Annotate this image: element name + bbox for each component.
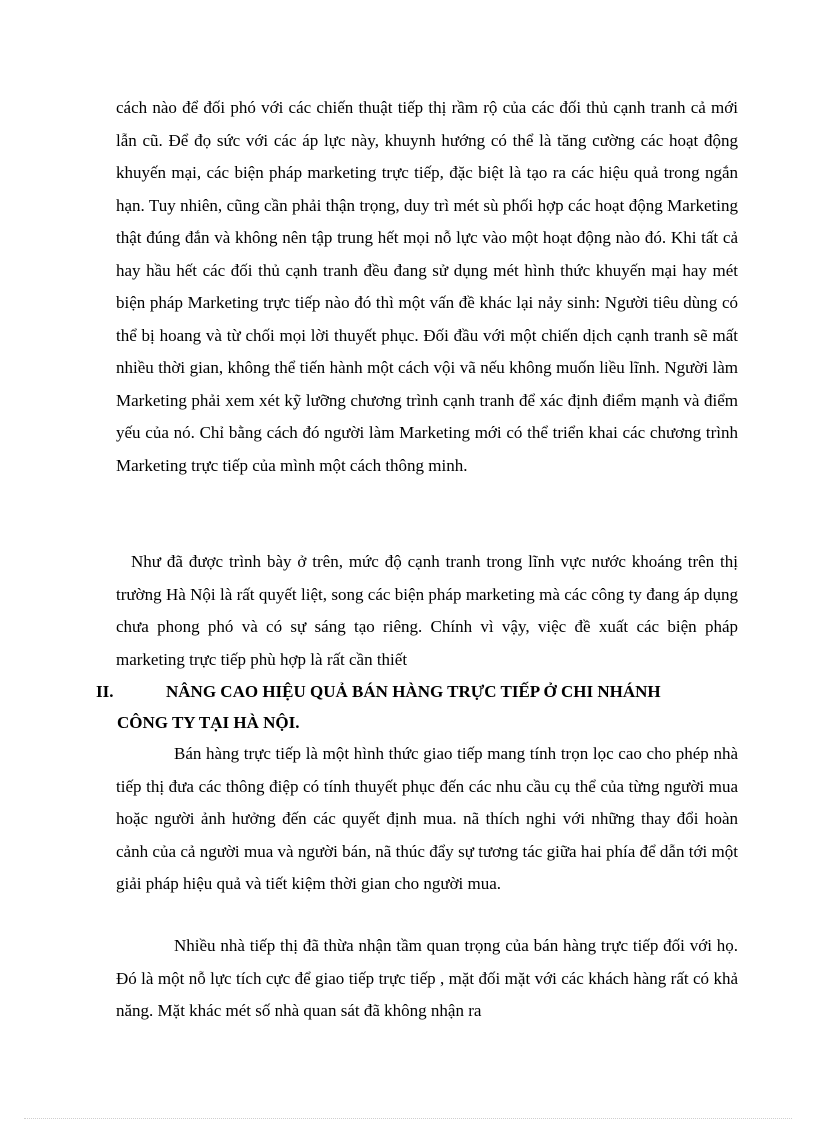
body-paragraph-direct-selling: Bán hàng trực tiếp là một hình thức giao tiếp mang tính trọn lọc cao cho phép nhà tiếp thị đưa các thông điệp có tính thuyết phục đến các nhu cầu cụ thể của từng người mua hoặc người ảnh hưởng đến các quyết định mua. nã thích nghi với những thay đổi hoàn cảnh của cả người mua và người bán, nã thúc đẩy sự tương tác giữa hai phía để dẫn tới một giải pháp hiệu quả và tiết kiệm thời gian cho người mua. (116, 744, 738, 893)
body-paragraph-marketers: Nhiều nhà tiếp thị đã thừa nhận tầm quan trọng của bán hàng trực tiếp đối với họ. Đó là một nỗ lực tích cực để giao tiếp trực tiếp , mặt đối mặt với các khách hàng rất có khả năng. Mặt khác mét số nhà quan sát đã không nhận ra (116, 936, 738, 1020)
section-number: II. (96, 682, 114, 701)
section-title-line-2: CÔNG TY TẠI HÀ NỘI. (117, 713, 300, 732)
page-bottom-rule (24, 1118, 792, 1119)
section-title-line-1: NÂNG CAO HIỆU QUẢ BÁN HÀNG TRỰC TIẾP Ở CHI NHÁNH (166, 682, 661, 701)
body-paragraph-competition-summary: Như đã được trình bày ở trên, mức độ cạnh tranh trong lĩnh vực nước khoáng trên thị trường Hà Nội là rất quyết liệt, song các biện pháp marketing mà các công ty đang áp dụng chưa phong phó và có sự sáng tạo riêng. Chính vì vậy, việc đề xuất các biện pháp marketing trực tiếp phù hợp là rất cần thiết (116, 552, 738, 669)
body-paragraph-continuation: cách nào để đối phó với các chiến thuật tiếp thị rầm rộ của các đối thủ cạnh tranh cả mới lẫn cũ. Để đọ sức với các áp lực này, khuynh hướng có thể là tăng cường các hoạt động khuyến mại, các biện pháp marketing trực tiếp, đặc biệt là tạo ra các hiệu quả trong ngắn hạn. Tuy nhiên, cũng cần phải thận trọng, duy trì mét sù phối hợp các hoạt động Marketing thật đúng đắn và không nên tập trung hết mọi nỗ lực vào một hoạt động nào đó. Khi tất cả hay hầu hết các đối thủ cạnh tranh đều đang sử dụng mét hình thức khuyến mại hay mét biện pháp Marketing trực tiếp nào đó thì một vấn đề khác lại nảy sinh: Người tiêu dùng có thể bị hoang và từ chối mọi lời thuyết phục. Đối đầu với một chiến dịch cạnh tranh sẽ mất nhiều thời gian, không thể tiến hành một cách vội vã nếu không muốn liều lĩnh. Người làm Marketing phải xem xét kỹ lưỡng chương trình cạnh tranh để xác định điểm mạnh và điểm yếu của nó. Chỉ bằng cách đó người làm Marketing mới có thể triển khai các chương trình Marketing trực tiếp của mình một cách thông minh. (116, 98, 738, 475)
